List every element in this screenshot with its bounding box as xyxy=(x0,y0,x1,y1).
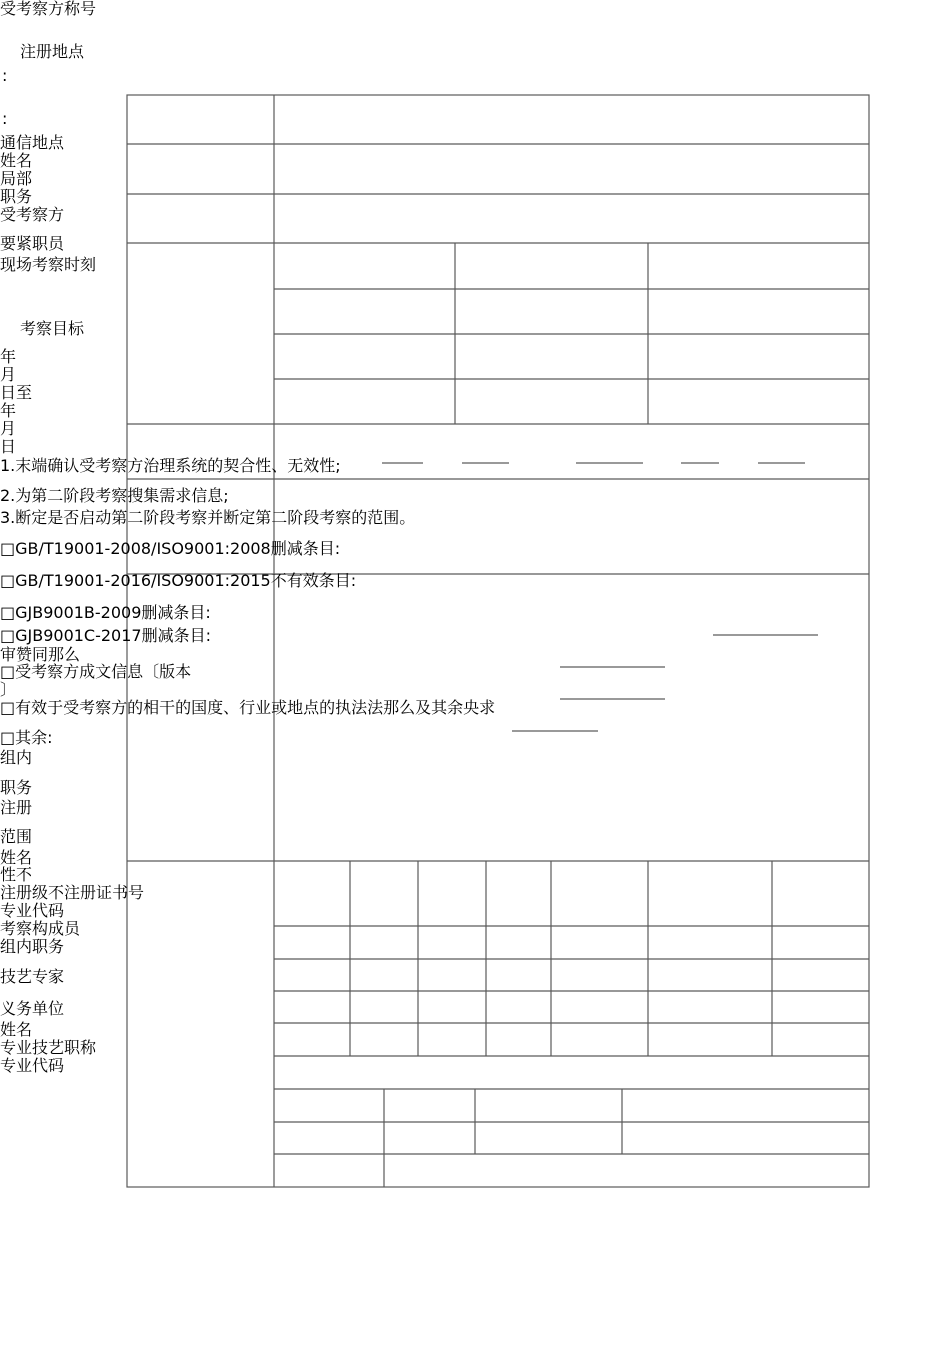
label-year: 年 xyxy=(0,401,17,420)
criteria-gbt-2008: □GB/T19001-2008/ISO9001:2008删减条目: xyxy=(0,539,341,558)
label-onsite-audit-time: 现场考察时刻 xyxy=(0,255,97,274)
criteria-gjb-2009: □GJB9001B-2009删减条目: xyxy=(0,603,211,622)
label-name: 姓名 xyxy=(0,151,33,170)
objective-item: 3.断定是否启动第二阶段考察并断定第二阶段考察的范围。 xyxy=(0,508,416,527)
label-position: 职务 xyxy=(0,187,33,206)
criteria-other: □其余: xyxy=(0,728,53,747)
label-audit-team-members: 考察构成员 xyxy=(0,919,81,938)
label-name: 姓名 xyxy=(0,848,33,867)
date-fill-lines xyxy=(382,463,818,731)
label-name: 姓名 xyxy=(0,1020,33,1039)
criteria-documented-info: □受考察方成文信息〔版本 xyxy=(0,662,192,681)
label-month: 月 xyxy=(0,365,17,384)
label-auditee: 受考察方 xyxy=(0,205,65,224)
criteria-gbt-2016: □GB/T19001-2016/ISO9001:2015不有效条目: xyxy=(0,571,357,590)
label-month: 月 xyxy=(0,419,17,438)
label-auditee-name: 受考察方称号 xyxy=(0,0,97,18)
label-technical-expert: 技艺专家 xyxy=(0,967,65,986)
label-day: 日 xyxy=(0,437,17,456)
label-group-inner: 组内 xyxy=(0,748,33,767)
label-position: 职务 xyxy=(0,778,33,797)
label-registration-location: 注册地点 xyxy=(20,42,85,61)
objective-item: 1.末端确认受考察方治理系统的契合性、无效性; xyxy=(0,456,341,475)
label-day-to: 日至 xyxy=(0,383,33,402)
label-technical-title: 专业技艺职称 xyxy=(0,1038,97,1057)
label-specialty-code: 专业代码 xyxy=(0,1056,65,1075)
label-gender: 性不 xyxy=(0,865,33,884)
label-key-staff: 要紧职员 xyxy=(0,234,65,253)
label-registration: 注册 xyxy=(0,798,33,817)
label-scope: 范围 xyxy=(0,827,33,846)
criteria-documented-info-close: 〕 xyxy=(0,680,17,699)
label-review-basis: 审赞同那么 xyxy=(0,645,81,664)
label-colon: : xyxy=(2,109,8,128)
objective-item: 2.为第二阶段考察搜集需求信息; xyxy=(0,486,229,505)
label-department: 局部 xyxy=(0,169,33,188)
label-colon: : xyxy=(2,66,8,85)
criteria-laws: □有效于受考察方的相干的国度、行业或地点的执法法那么及其余央求 xyxy=(0,698,496,717)
label-registration-level-cert: 注册级不注册证书号 xyxy=(0,883,145,902)
label-specialty-code: 专业代码 xyxy=(0,901,65,920)
label-work-unit: 义务单位 xyxy=(0,999,65,1018)
label-audit-objective: 考察目标 xyxy=(20,319,85,338)
label-group-position: 组内职务 xyxy=(0,937,65,956)
label-communication-location: 通信地点 xyxy=(0,133,65,152)
label-year: 年 xyxy=(0,347,17,366)
criteria-gjb-2017: □GJB9001C-2017删减条目: xyxy=(0,626,211,645)
